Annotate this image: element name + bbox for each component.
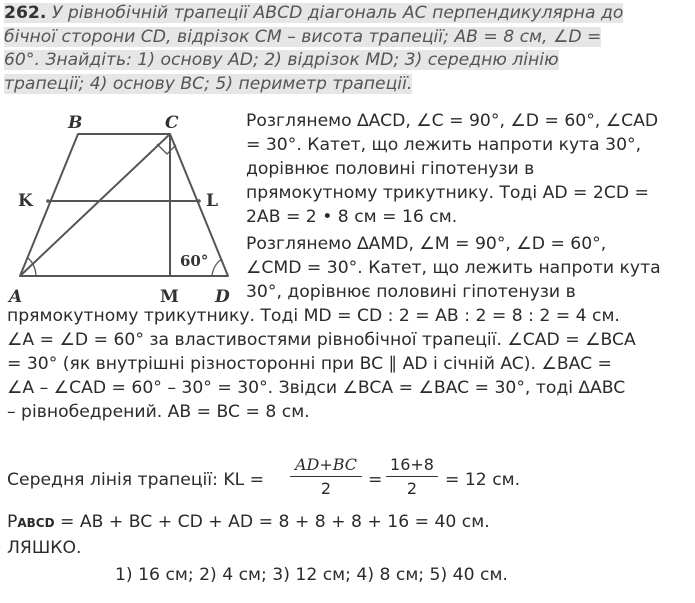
perimeter-subscript: ABCD [17,516,55,530]
solution-line-r4: прямокутному трикутнику. Тоді AD = 2CD = [246,183,649,203]
solution-line-f1: прямокутному трикутнику. Тоді MD = CD : 2 = AB : 2 = 8 : 2 = 4 см. [7,306,620,326]
perimeter-p: P [7,512,18,532]
problem-line-2: бічної сторони CD, відрізок CM – висота трапеції; AB = 8 см, ∠D = [4,26,602,47]
solution-line-r3: дорівнює половині гіпотенузи в [246,159,535,179]
fraction-16-8-bar [386,476,438,477]
perimeter-line [7,511,490,534]
fraction-16-8-denominator: 2 [406,479,418,498]
author-watermark: ЛЯШКО. [7,538,82,558]
fraction-ad-bc-denominator: 2 [320,479,332,498]
solution-line-r7: ∠CMD = 30°. Катет, що лежить напроти кута [246,258,661,278]
midline-result: = 12 см. [445,470,521,490]
solution-line-r5: 2AB = 2 • 8 см = 16 см. [246,207,458,227]
diagonal-ac [20,134,170,276]
label-l: L [206,191,218,211]
solution-line-f3: = 30° (як внутрішні різносторонні при BC ∥ AD і січній AC). ∠BAC = [7,354,612,374]
label-m: M [160,287,179,307]
final-answer: 1) 16 см; 2) 4 см; 3) 12 см; 4) 8 см; 5) 40 см. [115,565,508,585]
solution-line-r6: Розглянемо ∆AMD, ∠M = 90°, ∠D = 60°, [246,234,607,254]
solution-line-f2: ∠A = ∠D = 60° за властивостями рівнобічної трапеції. ∠CAD = ∠BCA [7,330,636,350]
solution-line-r2: = 30°. Катет, що лежить напроти кута 30°, [246,135,642,155]
fraction-ad-bc-numerator: AD+BC [294,455,358,474]
problem-line-1: 262. У рівнобічній трапеції ABCD діагональ AC перпендикулярна до [4,3,624,23]
label-angle-60: 60° [180,252,209,270]
tick-l [197,199,201,203]
label-k: K [18,191,33,211]
fraction-16-8-numerator: 16+8 [390,455,434,474]
solution-line-r1: Розглянемо ∆ACD, ∠C = 90°, ∠D = 60°, ∠CAD [246,111,659,131]
problem-line-3: 60°. Знайдіть: 1) основу AD; 2) відрізок MD; 3) середню лінію [4,50,559,70]
fraction-16-8 [386,455,438,498]
trapezoid-figure [0,108,245,308]
label-c: C [165,113,179,133]
midline-label: Середня лінія трапеції: KL = [7,470,265,490]
problem-statement [4,2,690,96]
tick-k [46,199,50,203]
label-b: B [68,113,83,133]
angle-arc-d [212,259,222,275]
equals-sign: = [368,470,383,490]
label-a: A [9,287,23,307]
right-angle-mark-c [157,144,176,154]
solution-line-r8: 30°, дорівнює половині гіпотенузи в [246,282,576,302]
label-d: D [215,287,230,307]
perimeter-equation: = AB + BC + CD + AD = 8 + 8 + 8 + 16 = 40 см. [54,512,490,532]
fraction-ad-bc [290,455,362,498]
problem-line-4: трапеції; 4) основу BC; 5) периметр трапеції. [4,73,413,94]
solution-line-f4: ∠A – ∠CAD = 60° – 30° = 30°. Звідси ∠BCA = ∠BAC = 30°, тоді ∆ABC [7,378,626,398]
solution-line-f5: – рівнобедрений. AB = BC = 8 см. [7,402,310,422]
problem-number: 262. [4,3,47,23]
fraction-ad-bc-bar [290,476,362,477]
